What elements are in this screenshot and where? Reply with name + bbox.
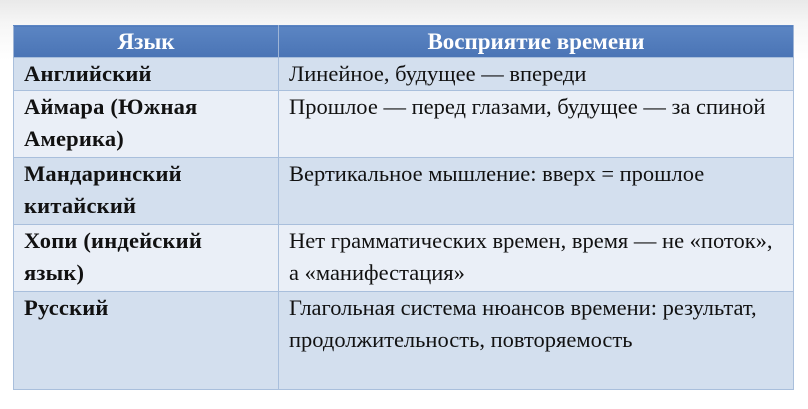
- cell-perception: Линейное, будущее — впереди: [279, 58, 794, 91]
- cell-perception: Глагольная система нюансов времени: результат, продолжительность, повторяемость: [279, 292, 794, 390]
- table-row: [14, 91, 794, 158]
- header-row: [14, 26, 794, 58]
- column-header-time-perception: Восприятие времени: [279, 26, 794, 58]
- column-header-language: Язык: [14, 26, 279, 58]
- table-row: [14, 292, 794, 390]
- cell-language: Русский: [14, 292, 279, 390]
- table-body: [14, 58, 794, 390]
- cell-perception: Прошлое — перед глазами, будущее — за спиной: [279, 91, 794, 158]
- cell-language: Мандаринский китайский: [14, 158, 279, 225]
- cell-perception: Вертикальное мышление: вверх = прошлое: [279, 158, 794, 225]
- cell-language: Аймара (Южная Америка): [14, 91, 279, 158]
- cell-language: Хопи (индейский язык): [14, 225, 279, 292]
- table-row: [14, 225, 794, 292]
- table-row: [14, 58, 794, 91]
- time-perception-table: [13, 25, 794, 390]
- cell-perception: Нет грамматических времен, время — не «поток», а «манифестация»: [279, 225, 794, 292]
- table-header: [14, 26, 794, 58]
- table-row: [14, 158, 794, 225]
- cell-language: Английский: [14, 58, 279, 91]
